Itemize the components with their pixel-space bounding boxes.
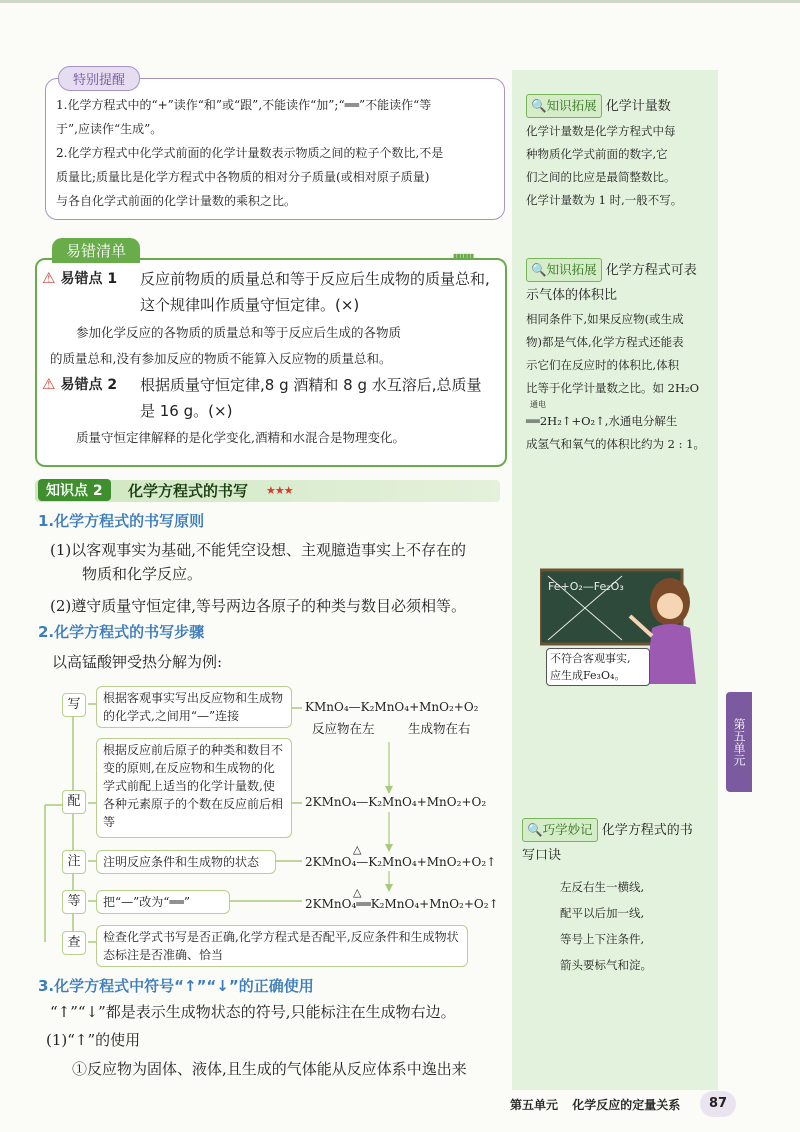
sidebar-note-2 [526, 258, 714, 456]
poem-line: 箭头要标气和淀。 [560, 958, 652, 972]
error-1-line: 反应前物质的质量总和等于反应后生成物的质量总和, [140, 270, 490, 288]
section-heading-3: 3.化学方程式中符号“↑”“↓”的正确使用 [38, 977, 314, 995]
reminder-line: 质量比;质量比是化学方程式中各物质的相对分子质量(或相对原子质量) [56, 170, 430, 184]
principle-1 [50, 538, 505, 586]
tag-label: 巧学妙记 [542, 822, 593, 837]
step-annotate-desc: 注明反应条件和生成物的状态 [96, 850, 276, 874]
memory-tip-tag [522, 818, 598, 842]
note-line: 比等于化学计量数之比。如 2H₂O [526, 381, 700, 395]
note-line: ══2H₂↑+O₂↑,水通电分解生 [526, 414, 678, 428]
error-1-label: 易错点 1 [60, 271, 118, 287]
principle-2: (2)遵守质量守恒定律,等号两边各原子的种类与数目必须相等。 [50, 597, 467, 615]
principle-line: 物质和化学反应。 [82, 565, 203, 583]
warning-icon: ⚠ [42, 375, 56, 393]
product-side-label: 生成物在右 [408, 721, 471, 736]
poem-line: 等号上下注条件, [560, 932, 645, 946]
note-line: 化学计量数为 1 时,一般不写。 [526, 193, 683, 207]
step-write-equation: KMnO₄—K₂MnO₄+MnO₂+O₂ [305, 700, 479, 714]
error-list-tag: 易错清单 [52, 238, 140, 263]
note-line: 成氢气和氧气的体积比约为 2 : 1。 [526, 437, 705, 451]
error-1-statement [140, 266, 500, 318]
bubble-line: 应生成Fe₃O₄。 [550, 669, 626, 682]
error-1-line: 这个规律叫作质量守恒定律。(×) [140, 296, 360, 314]
condition-heat: △ [353, 886, 362, 899]
difficulty-stars: ★★★ [266, 484, 293, 497]
condition-heat: △ [353, 843, 362, 856]
page-number: 87 [700, 1091, 736, 1117]
arrow-up-heading: (1)“↑”的使用 [46, 1031, 141, 1049]
section-heading-1: 1.化学方程式的书写原则 [38, 512, 205, 530]
footer [510, 1096, 680, 1113]
error-1-exp-line: 的质量总和,没有参加反应的物质不能算入反应物的质量总和。 [50, 351, 392, 366]
note-line: 相同条件下,如果反应物(或生成 [526, 312, 684, 326]
reminder-line: 1.化学方程式中的“+”读作“和”或“跟”,不能读作“加”;“══”不能读作“等 [56, 98, 432, 112]
error-1 [42, 268, 117, 288]
step-annotate: 注 [62, 850, 86, 874]
note-title: 化学方程式可表 [605, 263, 697, 278]
bubble-line: 不符合客观事实, [550, 652, 631, 665]
principle-line: (1)以客观事实为基础,不能凭空设想、主观臆造事实上不存在的 [50, 541, 467, 559]
sidebar-note-3 [522, 818, 714, 978]
arrow-usage-text: “↑”“↓”都是表示生成物状态的符号,只能标注在生成物右边。 [50, 1003, 456, 1021]
footer-title: 化学反应的定量关系 [572, 1098, 681, 1112]
note-line: 示它们在反应时的体积比,体积 [526, 358, 680, 372]
knowledge-extension-tag [526, 258, 602, 282]
warning-icon: ⚠ [42, 269, 56, 287]
error-2-label: 易错点 2 [60, 377, 118, 393]
knowledge-badge: 知识点 2 [38, 479, 111, 501]
reminder-line: 于”,应读作“生成”。 [56, 122, 163, 136]
error-2 [42, 374, 117, 394]
note-title: 化学方程式的书 [601, 823, 693, 838]
search-icon: 🔍 [527, 822, 543, 837]
unit-tab-label: 第五单元 [732, 718, 746, 766]
reminder-tag: 特别提醒 [58, 66, 140, 91]
step-write: 写 [62, 693, 86, 717]
error-1-explanation [50, 320, 500, 372]
error-1-exp-line: 参加化学反应的各物质的质量总和等于反应后生成的各物质 [76, 325, 402, 340]
step-balance-equation: 2KMnO₄—K₂MnO₄+MnO₂+O₂ [305, 795, 487, 809]
step-check: 查 [62, 931, 86, 955]
note-title: 写口诀 [522, 848, 562, 863]
error-2-line: 根据质量守恒定律,8 g 酒精和 8 g 水互溶后,总质量 [140, 376, 482, 394]
step-write-desc: 根据客观事实写出反应物和生成物的化学式,之间用“—”连接 [96, 686, 292, 728]
example-intro: 以高锰酸钾受热分解为例: [52, 653, 223, 671]
search-icon: 🔍 [531, 262, 547, 277]
error-2-statement [140, 372, 500, 424]
step-equal: 等 [62, 890, 86, 914]
error-2-explanation: 质量守恒定律解释的是化学变化,酒精和水混合是物理变化。 [76, 430, 405, 445]
error-2-line: 是 16 g。(×) [140, 402, 233, 420]
poem-line: 左反右生一横线, [560, 880, 645, 894]
note-line: 化学计量数是化学方程式中每 [526, 124, 676, 138]
knowledge-extension-tag [526, 94, 602, 118]
note-line: 种物质化学式前面的数字,它 [526, 147, 668, 161]
speech-bubble [546, 648, 650, 686]
section-heading-2: 2.化学方程式的书写步骤 [38, 623, 205, 641]
step-check-desc: 检查化学式书写是否正确,化学方程式是否配平,反应条件和生成物状态标注是否准确、恰当 [96, 925, 468, 967]
unit-tab [726, 692, 752, 792]
tag-label: 知识拓展 [546, 98, 597, 113]
step-annotate-equation: 2KMnO₄—K₂MnO₄+MnO₂+O₂↑ [305, 855, 497, 869]
top-rule [0, 0, 800, 3]
arrow-up-rule-1: ①反应物为固体、液体,且生成的气体能从反应体系中逸出来 [72, 1060, 467, 1078]
condition-electricity: 通电 [530, 400, 546, 409]
step-balance: 配 [62, 790, 86, 814]
reminder-line: 2.化学方程式中化学式前面的化学计量数表示物质之间的粒子个数比,不是 [56, 146, 444, 160]
footer-unit: 第五单元 [510, 1098, 559, 1112]
tag-label: 知识拓展 [546, 262, 597, 277]
step-equal-desc: 把“—”改为“══” [96, 890, 230, 914]
step-equal-equation: 2KMnO₄══K₂MnO₄+MnO₂+O₂↑ [305, 897, 499, 911]
note-title: 化学计量数 [605, 99, 671, 114]
reminder-box [45, 78, 505, 220]
note-line: 物)都是气体,化学方程式还能表 [526, 335, 684, 349]
note-line: 们之间的比应是最简整数比。 [526, 170, 676, 184]
poem-line: 配平以后加一线, [560, 906, 645, 920]
search-icon: 🔍 [531, 98, 547, 113]
reactant-side-label: 反应物在左 [312, 721, 375, 736]
sidebar-note-1 [526, 94, 714, 212]
board-equation: Fe+O₂—Fe₂O₃ [548, 580, 624, 593]
decor-dots: ▮▮▮▮▮▮ [453, 252, 474, 261]
step-balance-desc: 根据反应前后原子的种类和数目不变的原则,在反应物和生成物的化学式前配上适当的化学计量数,使各种元素原子的个数在反应前后相等 [96, 738, 292, 838]
knowledge-title: 化学方程式的书写 [128, 482, 249, 500]
note-title: 示气体的体积比 [526, 288, 618, 303]
reminder-line: 与各自化学式前面的化学计量数的乘积之比。 [56, 194, 297, 208]
